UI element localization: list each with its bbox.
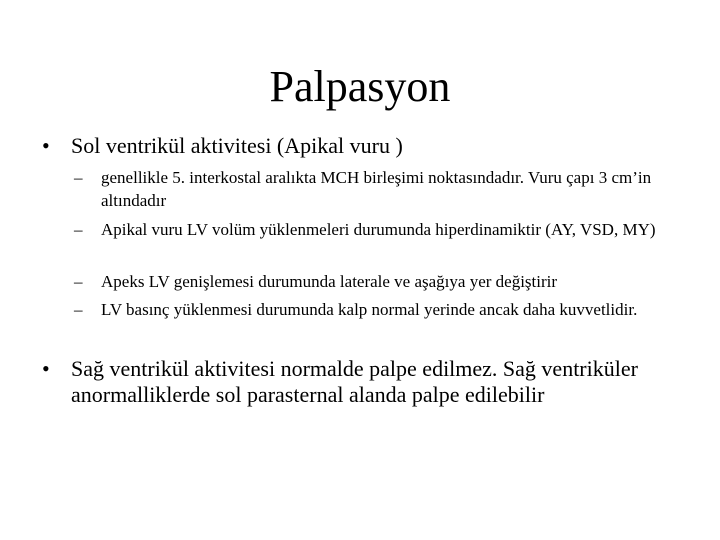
sub-bullet-marker: – [74,168,83,187]
sub-bullet-item [74,298,684,321]
bullet-item [42,133,642,159]
sub-bullet-item [74,218,684,241]
bullet-text: Sol ventrikül aktivitesi (Apikal vuru ) [71,133,403,158]
bullet-text: Sağ ventrikül aktivitesi normalde palpe edilmez. Sağ ventriküler anormalliklerde sol parasternal alanda palpe edilebilir [71,356,638,407]
sub-bullet-text: LV basınç yüklenmesi durumunda kalp normal yerinde ancak daha kuvvetlidir. [101,300,638,319]
sub-bullet-text: Apikal vuru LV volüm yüklenmeleri durumunda hiperdinamiktir (AY, VSD, MY) [101,220,656,239]
bullet-marker: • [42,133,50,158]
sub-bullet-marker: – [74,300,83,319]
sub-bullet-item [74,166,684,212]
sub-bullet-marker: – [74,220,83,239]
slide-title: Palpasyon [269,62,451,111]
sub-bullet-marker: – [74,272,83,291]
sub-bullet-text: Apeks LV genişlemesi durumunda laterale ve aşağıya yer değiştirir [101,272,558,291]
sub-bullet-text: genellikle 5. interkostal aralıkta MCH birleşimi noktasındadır. Vuru çapı 3 cm’in altındadır [101,168,652,210]
bullet-marker: • [42,356,50,381]
bullet-item [42,356,642,408]
sub-bullet-item [74,270,684,293]
